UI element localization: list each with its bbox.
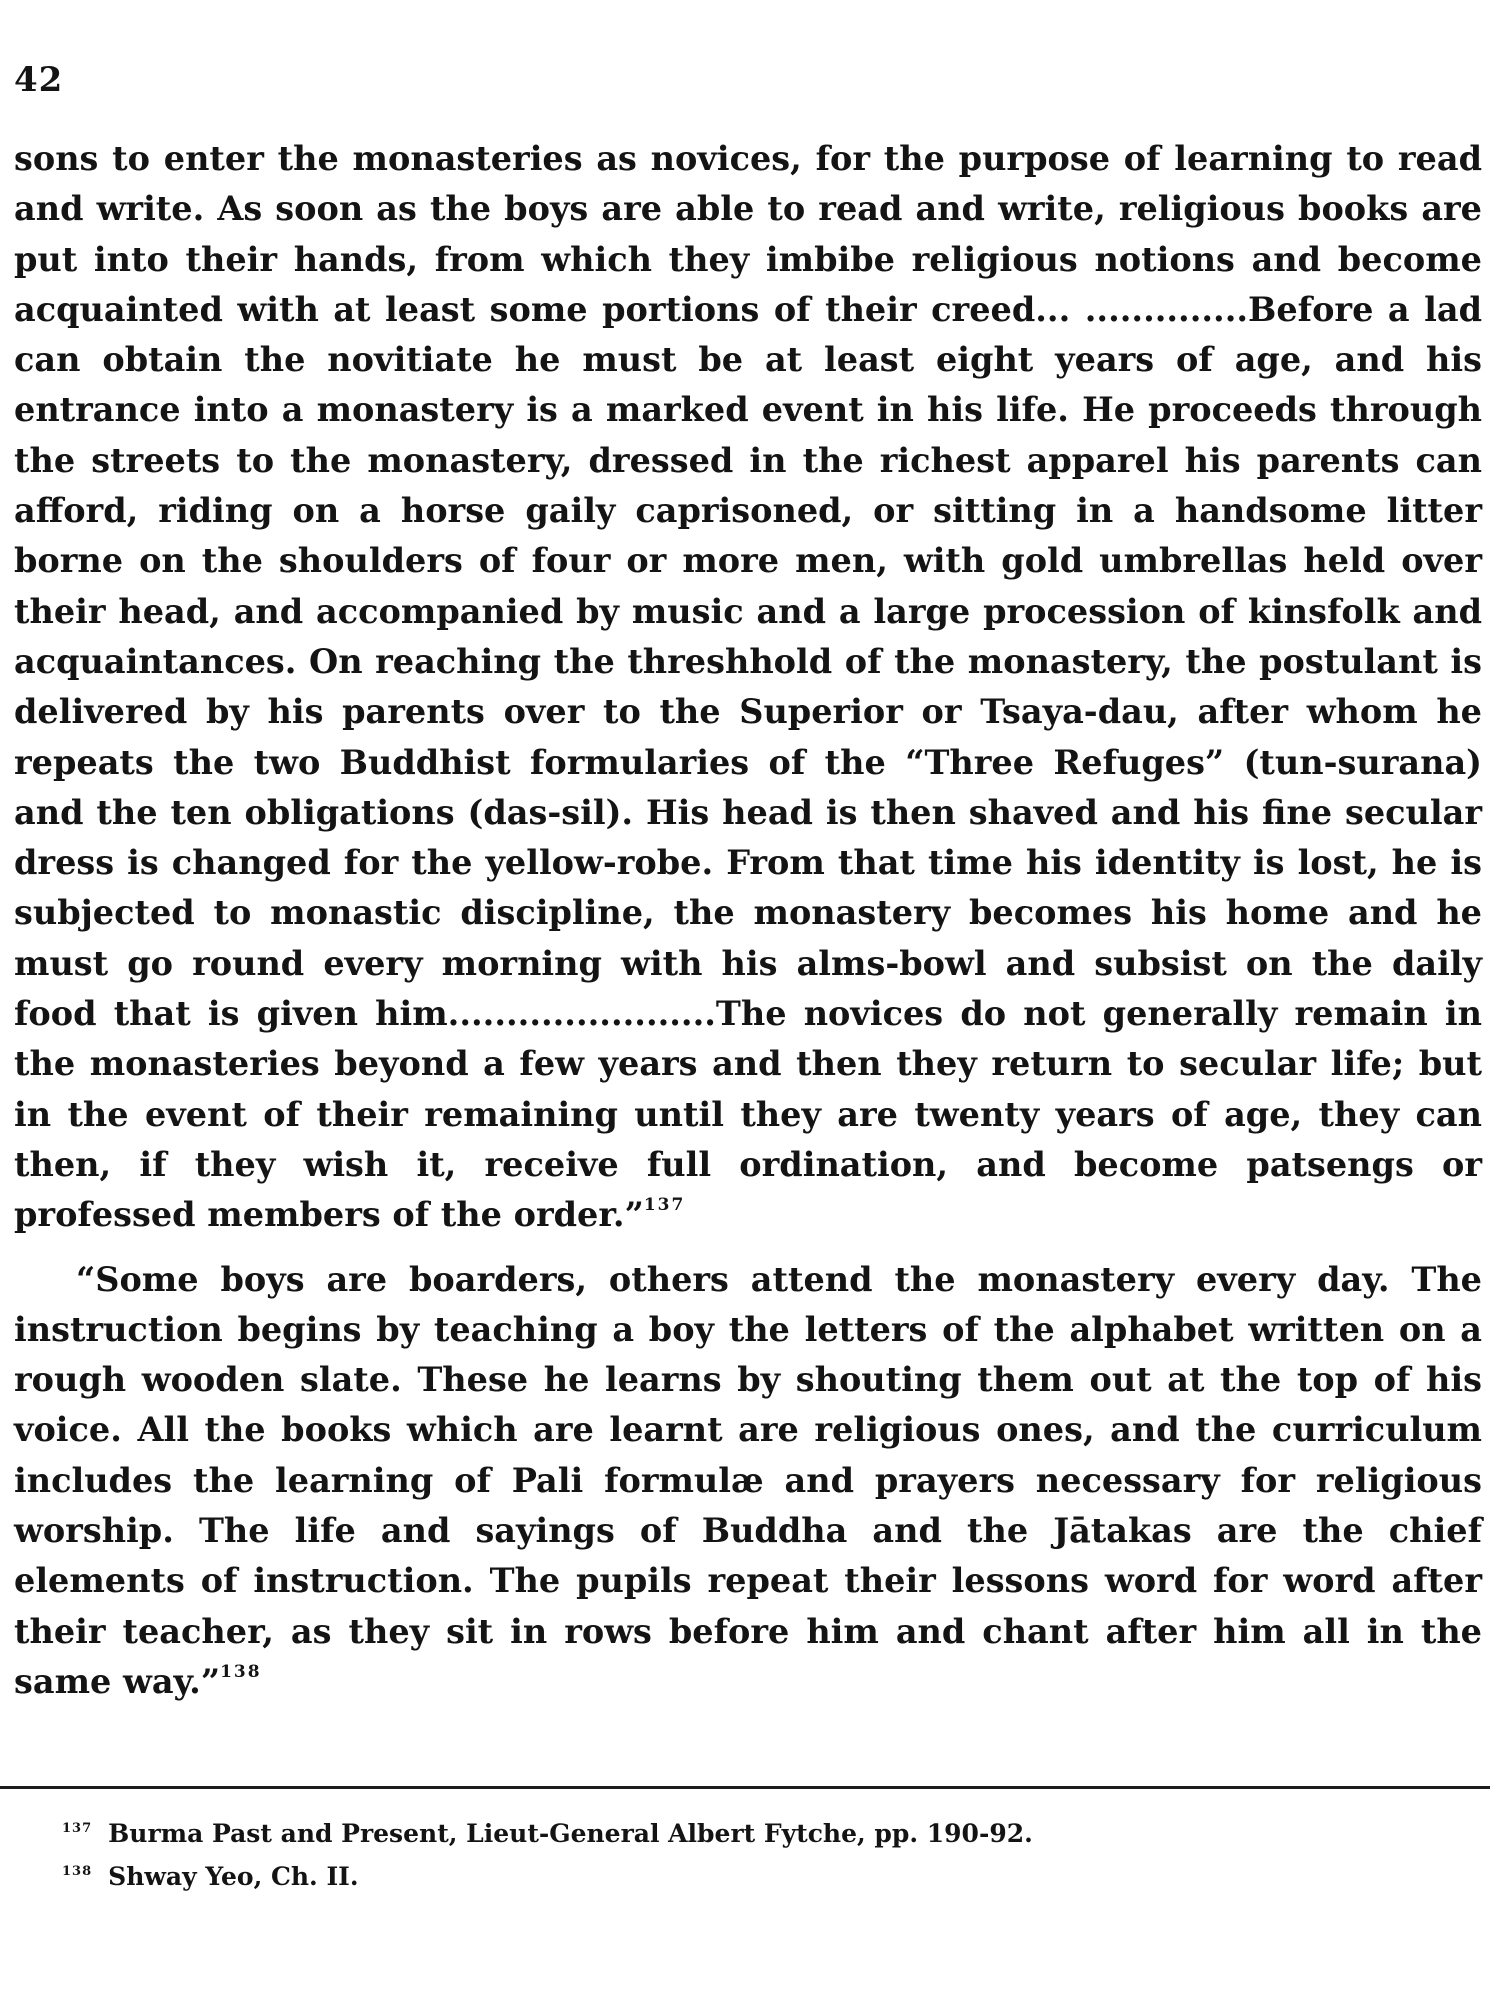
paragraph-1 xyxy=(14,134,1482,1241)
footnote-text: Burma Past and Present, Lieut-General Albert Fytche, pp. 190-92. xyxy=(108,1819,1033,1848)
footnote-number: 137 xyxy=(62,1821,93,1836)
footnote-137 xyxy=(62,1812,1462,1855)
paragraph-1-text: sons to enter the monasteries as novices, for the purpose of learning to read and write. As soon as the boys are able to read and write, religious books are put into their hands, from which they imbibe religious notions and become acquainted with at least some portions of their creed... ..............Before a lad can obtain the novitiate he must be at least eight years of age, and his entrance into a monastery is a marked event in his life. He proceeds through the streets to the monastery, dressed in the richest apparel his parents can afford, riding on a horse gaily caprisoned, or sitting in a handsome litter borne on the shoulders of four or more men, with gold umbrellas held over their head, and accompanied by music and a large procession of kinsfolk and acquaintances. On reaching the threshhold of the monastery, the postulant is delivered by his parents over to the Superior or Tsaya-dau, after whom he repeats the two Buddhist formularies of the “Three Refuges” (tun-surana) and the ten obligations (das-sil). His head is then shaved and his fine secular dress is changed for the yellow-robe. From that time his identity is lost, he is subjected to monastic discipline, the monastery becomes his home and he must go round every morning with his alms-bowl and subsist on the daily food that is given him.......................The novices do not generally remain in the monasteries beyond a few years and then they return to secular life; but in the event of their remaining until they are twenty years of age, they can then, if they wish it, receive full ordination, and become patsengs or professed members of the order.” xyxy=(14,139,1482,1235)
paragraph-2 xyxy=(14,1255,1482,1708)
footnote-ref-137: 137 xyxy=(643,1195,686,1216)
page-number: 42 xyxy=(14,60,64,100)
main-text xyxy=(14,134,1482,1707)
paragraph-2-text: “Some boys are boarders, others attend the monastery every day. The instruction begins by teaching a boy the letters of the alphabet written on a rough wooden slate. These he learns by shouting them out at the top of his voice. All the books which are learnt are religious ones, and the curriculum includes the learning of Pali formulæ and prayers necessary for religious worship. The life and sayings of Buddha and the Jātakas are the chief elements of instruction. The pupils repeat their lessons word for word after their teacher, as they sit in rows before him and chant after him all in the same way.” xyxy=(14,1259,1482,1701)
footnote-138 xyxy=(62,1855,1462,1898)
footnotes xyxy=(62,1812,1462,1898)
footnote-divider xyxy=(0,1786,1490,1789)
footnote-ref-138: 138 xyxy=(220,1661,262,1682)
footnote-number: 138 xyxy=(62,1864,93,1879)
footnote-text: Shway Yeo, Ch. II. xyxy=(108,1862,359,1891)
